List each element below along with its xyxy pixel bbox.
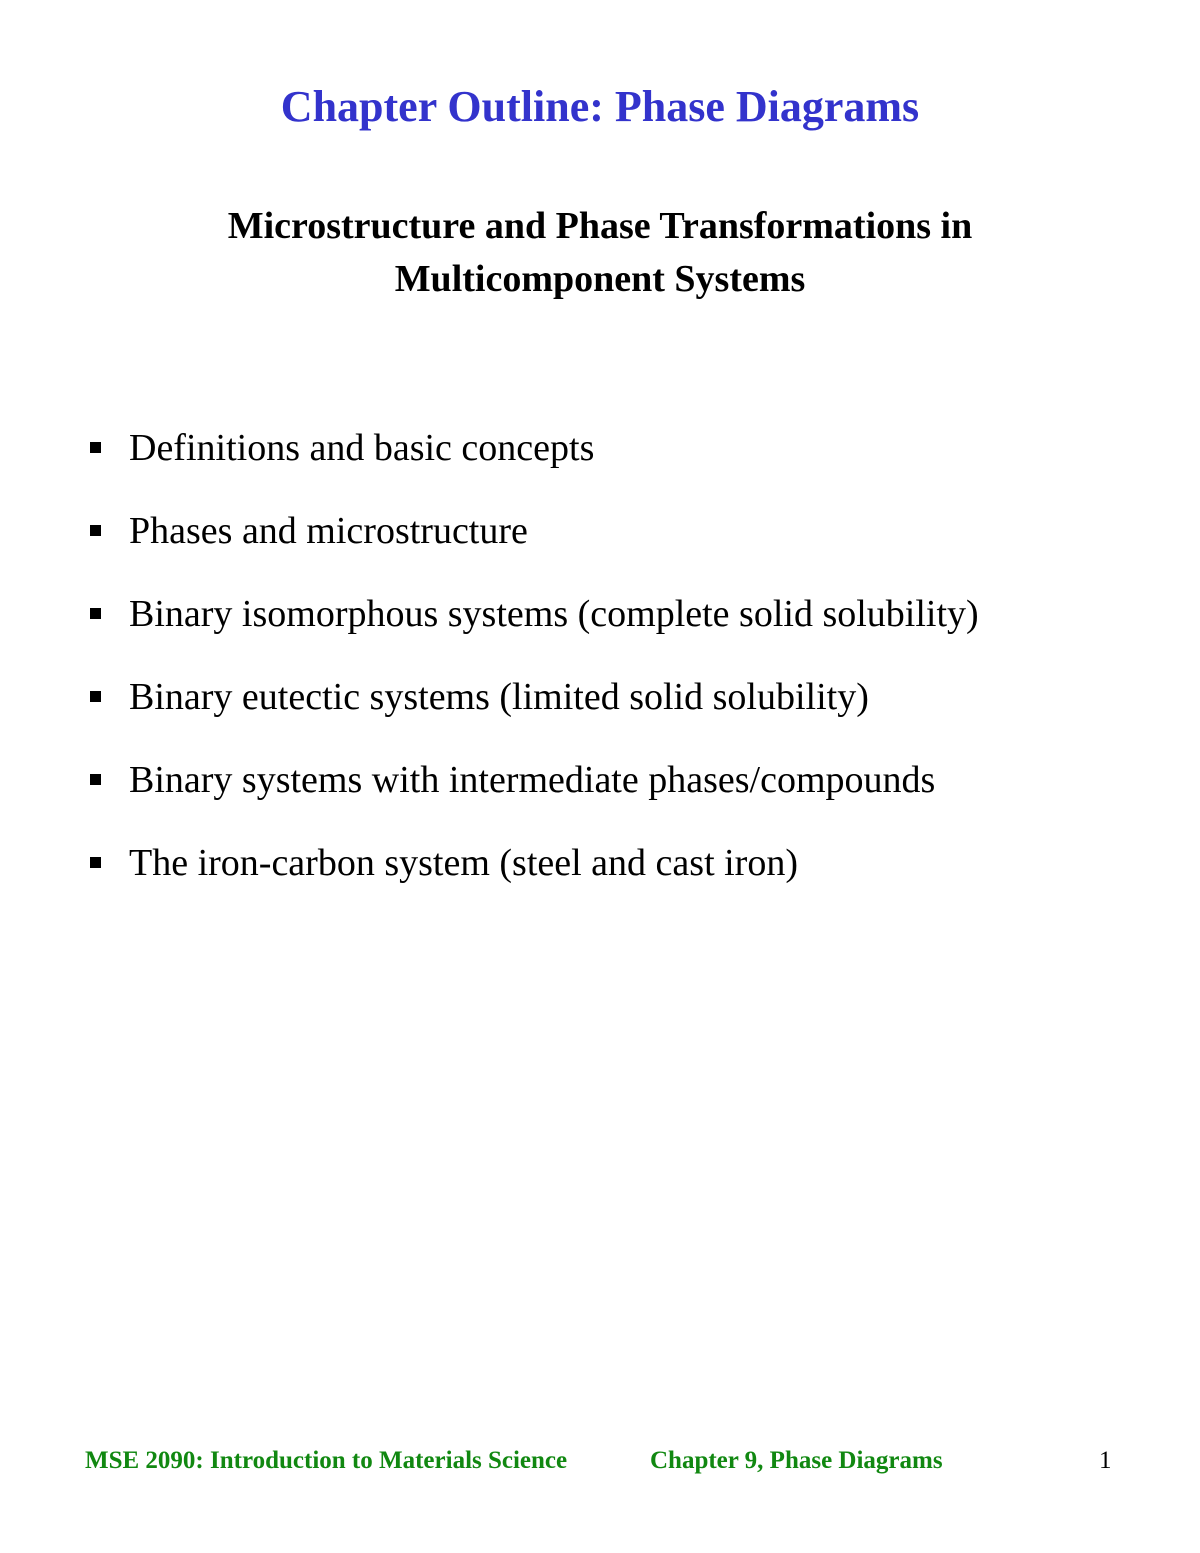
square-bullet-icon [90,691,101,702]
square-bullet-icon [90,525,101,536]
list-item-text: Definitions and basic concepts [129,427,595,469]
square-bullet-icon [90,608,101,619]
square-bullet-icon [90,442,101,453]
square-bullet-icon [90,857,101,868]
subtitle-line-1: Microstructure and Phase Transformations in [227,205,973,247]
page-subtitle [0,200,1200,306]
list-item-text: Binary systems with intermediate phases/compounds [129,759,936,801]
footer-course: MSE 2090: Introduction to Materials Science [85,1447,568,1474]
subtitle-line-2: Multicomponent Systems [394,258,806,300]
list-item-text: The iron-carbon system (steel and cast iron) [129,842,798,884]
square-bullet-icon [90,774,101,785]
list-item-text: Phases and microstructure [129,510,528,552]
page-title: Chapter Outline: Phase Diagrams [280,82,920,131]
footer-chapter: Chapter 9, Phase Diagrams [650,1447,943,1474]
list-item-text: Binary eutectic systems (limited solid solubility) [129,676,869,718]
footer-page-number: 1 [1099,1447,1112,1474]
list-item-text: Binary isomorphous systems (complete solid solubility) [129,593,979,635]
